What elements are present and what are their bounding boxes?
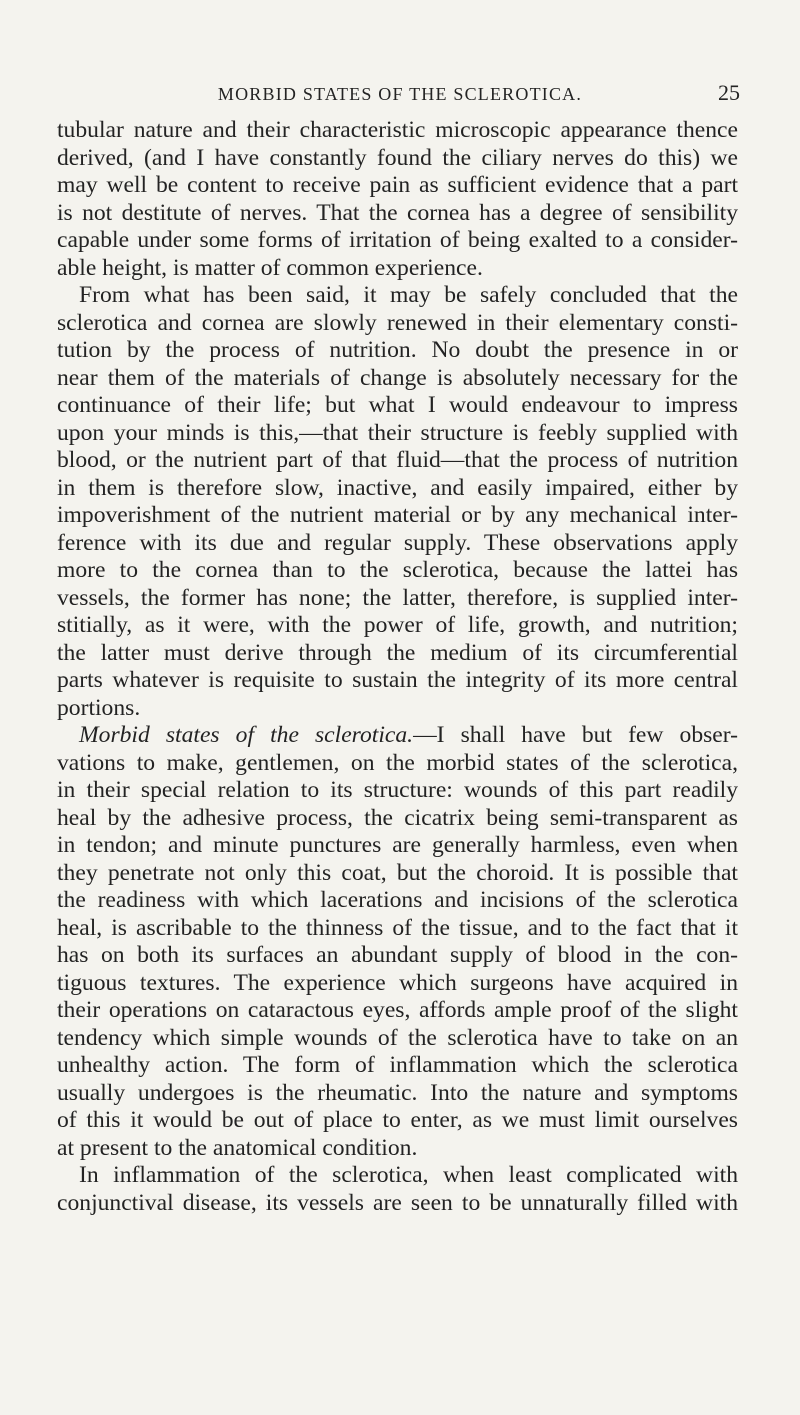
text-line: of this it would be out of place to enter, as we must limit ourselves [57, 1107, 738, 1133]
text-line: sclerotica and cornea are slowly renewed in their elementary consti- [57, 309, 738, 336]
body-text [57, 117, 738, 1217]
text-line: usually undergoes is the rheumatic. Into the nature and symptoms [57, 1079, 738, 1106]
text-line: may well be content to receive pain as sufficient evidence that a part [57, 172, 738, 198]
text-line: tubular nature and their characteristic microscopic appearance thence [57, 117, 738, 143]
text-line: capable under some forms of irritation of being exalted to a consider- [57, 227, 738, 253]
page-header [60, 80, 740, 110]
text-line: upon your minds is this,—that their structure is feebly supplied with [57, 419, 738, 446]
text-line: in their special relation to its structure: wounds of this part readily [57, 777, 738, 803]
text-line: in tendon; and minute punctures are generally harmless, even when [57, 832, 738, 858]
text-line: stitially, as it were, with the power of life, growth, and nutrition; [57, 612, 738, 638]
text-line: at present to the anatomical condition. [57, 1134, 418, 1161]
text-line: their operations on cataractous eyes, affords ample proof of the slight [57, 997, 738, 1023]
text-line: conjunctival disease, its vessels are seen to be unnaturally filled with [57, 1189, 738, 1216]
text-line: parts whatever is requisite to sustain the integrity of its more central [57, 667, 738, 693]
paragraph [57, 1162, 738, 1217]
text-line: is not destitute of nerves. That the cornea has a degree of sensibility [57, 199, 738, 226]
text-line: in them is therefore slow, inactive, and easily impaired, either by [57, 474, 738, 501]
text-line [57, 722, 738, 750]
text-line: near them of the materials of change is absolutely necessary for the [57, 364, 738, 391]
text-line: the latter must derive through the medium of its circumferential [57, 639, 738, 666]
text-line: tiguous textures. The experience which surgeons have acquired in [57, 969, 738, 996]
text-line: continuance of their life; but what I would endeavour to impress [57, 392, 738, 418]
text-line: heal by the adhesive process, the cicatrix being semi-transparent as [57, 804, 738, 831]
paragraph [57, 282, 738, 722]
text-line: From what has been said, it may be safely concluded that the [79, 282, 738, 308]
paragraph [57, 117, 738, 282]
text-line: ference with its due and regular supply. These observations apply [57, 529, 738, 556]
text-line: heal, is ascribable to the thinness of the tissue, and to the fact that it [57, 914, 738, 941]
text-line: derived, (and I have constantly found the ciliary nerves do this) we [57, 144, 738, 171]
text-line: more to the cornea than to the sclerotica, because the lattei has [57, 557, 738, 583]
text-line: portions. [57, 694, 141, 721]
text-fragment: —I shall have but few obser- [413, 722, 739, 748]
text-line: blood, or the nutrient part of that fluid—that the process of nutrition [57, 447, 738, 473]
text-line: the readiness with which lacerations and incisions of the sclerotica [57, 887, 738, 913]
section-heading: Morbid states of the sclerotica. [79, 722, 414, 748]
text-line: tendency which simple wounds of the sclerotica have to take on an [57, 1024, 738, 1051]
text-line: unhealthy action. The form of inflammation which the sclerotica [57, 1052, 738, 1078]
paragraph [57, 722, 738, 1162]
text-line: able height, is matter of common experience. [57, 254, 483, 281]
text-line: tution by the process of nutrition. No doubt the presence in or [57, 337, 738, 363]
text-line: has on both its surfaces an abundant supply of blood in the con- [57, 942, 738, 968]
text-line: In inflammation of the sclerotica, when least complicated with [79, 1162, 738, 1188]
text-line: vessels, the former has none; the latter, therefore, is supplied inter- [57, 584, 738, 611]
text-line: they penetrate not only this coat, but the choroid. It is possible that [57, 859, 738, 886]
running-head: MORBID STATES OF THE SCLEROTICA. [217, 84, 583, 104]
text-line: impoverishment of the nutrient material or by any mechanical inter- [57, 502, 738, 528]
page-number: 25 [718, 80, 740, 105]
text-line: vations to make, gentlemen, on the morbid states of the sclerotica, [57, 749, 738, 776]
